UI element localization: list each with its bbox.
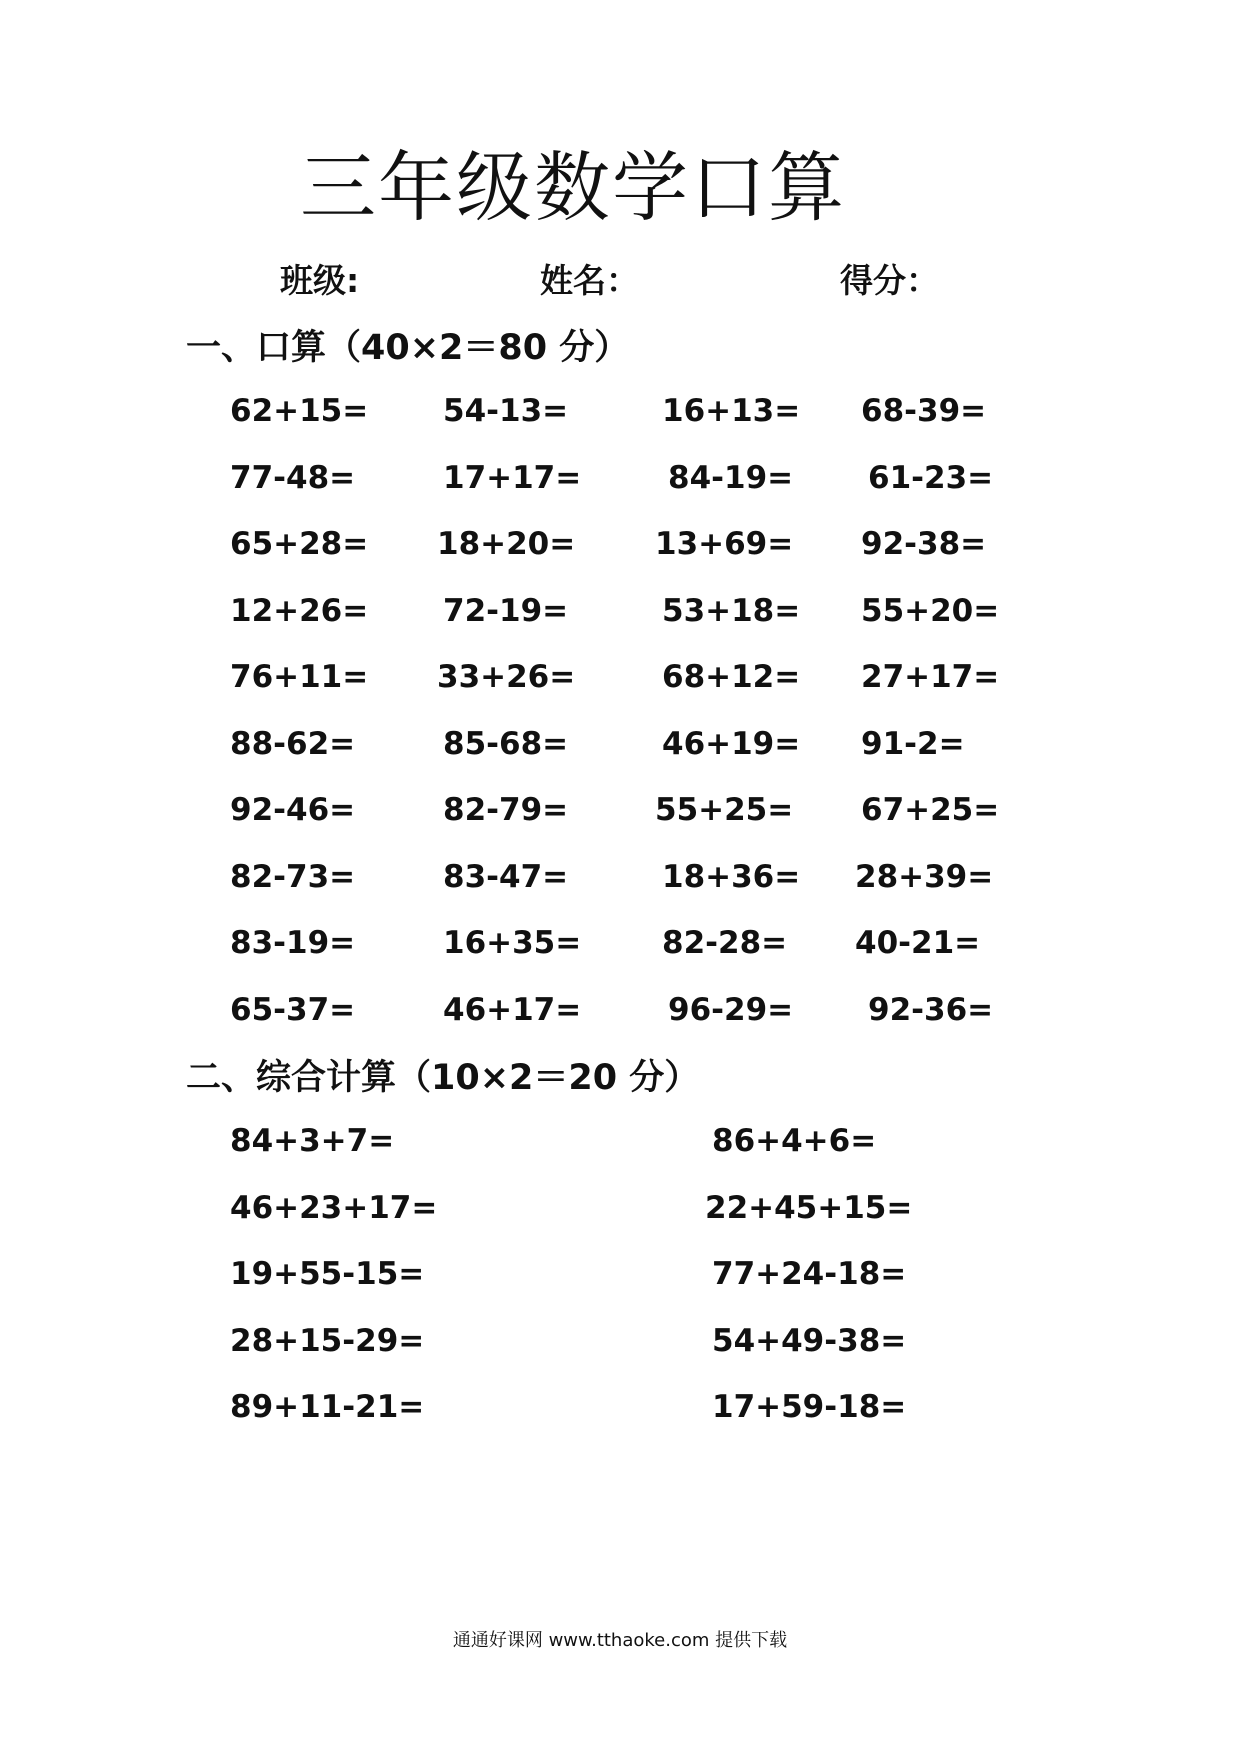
problem-item: 88-62= [230, 726, 356, 762]
name-label: 姓名： [540, 261, 639, 300]
problem-item: 16+35= [443, 925, 582, 961]
problem-item: 83-19= [230, 925, 356, 961]
problem-item: 46+23+17= [230, 1190, 438, 1226]
problem-item: 55+25= [655, 792, 794, 828]
score-label: 得分： [840, 261, 939, 300]
problem-item: 61-23= [868, 460, 994, 496]
problem-item: 46+19= [662, 726, 801, 762]
problem-item: 84-19= [668, 460, 794, 496]
problem-item: 92-38= [861, 526, 987, 562]
problem-item: 17+59-18= [712, 1389, 907, 1425]
problem-item: 67+25= [861, 792, 1000, 828]
problem-item: 16+13= [662, 393, 801, 429]
problem-item: 62+15= [230, 393, 369, 429]
problem-item: 22+45+15= [705, 1190, 913, 1226]
problem-item: 18+36= [662, 859, 801, 895]
problem-item: 28+15-29= [230, 1323, 425, 1359]
problem-item: 46+17= [443, 992, 582, 1028]
problem-item: 83-47= [443, 859, 569, 895]
problem-item: 13+69= [655, 526, 794, 562]
problem-item: 84+3+7= [230, 1123, 395, 1159]
problem-item: 82-28= [662, 925, 788, 961]
problem-item: 53+18= [662, 593, 801, 629]
problem-item: 54-13= [443, 393, 569, 429]
section2-heading: 二、综合计算（10×2＝20 分） [186, 1058, 700, 1098]
problem-item: 77-48= [230, 460, 356, 496]
problem-item: 92-46= [230, 792, 356, 828]
problem-item: 68-39= [861, 393, 987, 429]
problem-item: 40-21= [855, 925, 981, 961]
problem-item: 28+39= [855, 859, 994, 895]
section1-heading: 一、口算（40×2＝80 分） [186, 328, 630, 368]
problem-item: 17+17= [443, 460, 582, 496]
problem-item: 12+26= [230, 593, 369, 629]
problem-item: 89+11-21= [230, 1389, 425, 1425]
problem-item: 68+12= [662, 659, 801, 695]
problem-item: 77+24-18= [712, 1256, 907, 1292]
problem-item: 82-73= [230, 859, 356, 895]
footer-text: 通通好课网 www.tthaoke.com 提供下载 [452, 1630, 788, 1651]
problem-item: 18+20= [437, 526, 576, 562]
problem-item: 72-19= [443, 593, 569, 629]
problem-item: 54+49-38= [712, 1323, 907, 1359]
problem-item: 65+28= [230, 526, 369, 562]
problem-item: 96-29= [668, 992, 794, 1028]
problem-item: 33+26= [437, 659, 576, 695]
page-title: 三年级数学口算 [300, 143, 846, 232]
problem-item: 92-36= [868, 992, 994, 1028]
problem-item: 19+55-15= [230, 1256, 425, 1292]
problem-item: 82-79= [443, 792, 569, 828]
problem-item: 85-68= [443, 726, 569, 762]
problem-item: 76+11= [230, 659, 369, 695]
class-label: 班级: [280, 261, 360, 300]
problem-item: 27+17= [861, 659, 1000, 695]
problem-item: 55+20= [861, 593, 1000, 629]
problem-item: 65-37= [230, 992, 356, 1028]
problem-item: 91-2= [861, 726, 965, 762]
problem-item: 86+4+6= [712, 1123, 877, 1159]
